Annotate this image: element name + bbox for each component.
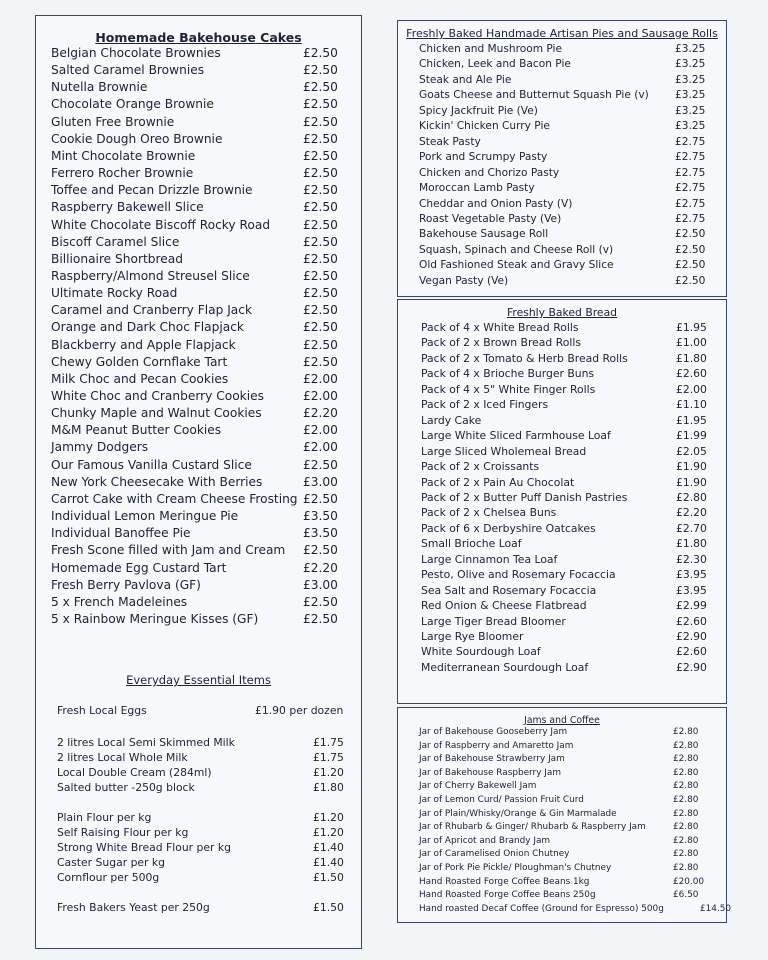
item-name: Individual Banoffee Pie (51, 526, 191, 541)
item-name: Caramel and Cranberry Flap Jack (51, 303, 253, 318)
item-price: £2.00 (303, 389, 338, 403)
item-price: £2.50 (675, 274, 706, 287)
item-price: £3.25 (675, 73, 706, 86)
item-price: £1.95 (676, 321, 707, 334)
pies-title: Freshly Baked Handmade Artisan Pies and Sausage Rolls (406, 27, 718, 40)
item-price: £2.80 (673, 822, 699, 833)
item-name: Bakehouse Sausage Roll (419, 228, 549, 241)
item-price: £2.50 (303, 337, 338, 352)
item-price: £2.80 (673, 808, 699, 819)
item-name: Moroccan Lamb Pasty (419, 182, 535, 195)
item-name: Chunky Maple and Walnut Cookies (51, 406, 262, 421)
item-price: £2.00 (303, 440, 338, 455)
item-name: 2 litres Local Whole Milk (57, 751, 188, 764)
item-name: Steak and Ale Pie (419, 73, 512, 86)
item-price: £1.75 (313, 751, 344, 764)
item-name: White Choc and Cranberry Cookies (51, 389, 264, 403)
item-name: Jar of Apricot and Brandy Jam (419, 835, 551, 846)
item-name: Chicken, Leek and Bacon Pie (419, 58, 571, 71)
item-name: Fresh Bakers Yeast per 250g (57, 901, 210, 914)
item-name: Plain Flour per kg (57, 811, 152, 824)
item-name: Blackberry and Apple Flapjack (51, 337, 236, 352)
item-price: £2.50 (303, 457, 338, 472)
item-name: Sea Salt and Rosemary Focaccia (421, 583, 597, 597)
item-name: Our Famous Vanilla Custard Slice (51, 457, 252, 472)
item-price: £3.95 (676, 583, 707, 597)
item-price: £1.80 (676, 351, 707, 365)
item-price: £3.50 (303, 526, 338, 541)
item-name: Raspberry Bakewell Slice (51, 200, 204, 215)
item-price: £2.00 (303, 423, 338, 438)
item-price: £1.90 (676, 460, 707, 474)
item-name: Large Sliced Wholemeal Bread (421, 444, 587, 458)
item-price: £2.20 (303, 560, 338, 575)
item-price: £1.90 (676, 475, 707, 489)
item-name: Gluten Free Brownie (51, 114, 175, 129)
item-name: Individual Lemon Meringue Pie (51, 509, 239, 524)
item-price: £2.80 (673, 795, 699, 805)
item-price: £2.50 (303, 183, 338, 198)
item-price: £2.50 (303, 166, 338, 181)
item-price: £2.60 (676, 614, 707, 628)
item-name: Roast Vegetable Pasty (Ve) (419, 212, 562, 225)
item-price: £20.00 (673, 876, 705, 887)
item-price: £1.90 per dozen (255, 704, 344, 717)
item-price: £1.20 (313, 811, 344, 824)
item-price: £1.80 (676, 537, 707, 551)
item-name: Hand Roasted Forge Coffee Beans 1kg (419, 876, 590, 887)
item-price: £2.50 (303, 286, 338, 301)
item-price: £3.00 (303, 474, 338, 489)
item-price: £2.50 (303, 46, 338, 60)
item-name: New York Cheesecake With Berries (51, 474, 263, 489)
item-price: £2.50 (675, 243, 706, 256)
item-name: Large White Sliced Farmhouse Loaf (421, 429, 611, 443)
item-price: £2.75 (675, 135, 706, 148)
item-name: Pack of 4 x White Bread Rolls (421, 321, 579, 334)
item-name: Jammy Dodgers (51, 440, 149, 455)
item-name: Jar of Bakehouse Raspberry Jam (419, 767, 561, 778)
item-name: Pack of 2 x Croissants (421, 460, 540, 474)
bread-section (397, 299, 727, 704)
item-name: Fresh Local Eggs (57, 704, 147, 717)
item-price: £3.25 (675, 89, 706, 102)
item-name: Pack of 2 x Tomato & Herb Bread Rolls (421, 351, 628, 365)
item-name: Hand roasted Decaf Coffee (Ground for Espresso) 500g (419, 903, 664, 914)
item-name: Goats Cheese and Butternut Squash Pie (v) (419, 89, 649, 102)
item-price: £2.75 (675, 197, 706, 210)
item-price: £2.50 (675, 228, 706, 241)
item-price: £2.05 (676, 444, 707, 458)
item-name: Pack of 2 x Brown Bread Rolls (421, 336, 581, 350)
item-price: £6.50 (673, 890, 699, 901)
item-name: Vegan Pasty (Ve) (419, 274, 509, 287)
item-price: £1.95 (676, 413, 707, 427)
item-price: £2.50 (303, 251, 338, 266)
item-price: £2.20 (676, 506, 707, 520)
pies-section (397, 20, 727, 297)
item-name: Jar of Plain/Whisky/Orange & Gin Marmalade (419, 808, 617, 819)
item-price: £2.20 (303, 406, 338, 421)
item-name: Self Raising Flour per kg (57, 826, 189, 839)
item-price: £3.95 (676, 568, 707, 582)
item-price: £2.50 (303, 320, 338, 335)
item-price: £14.50 (700, 903, 732, 914)
item-price: £2.50 (303, 594, 338, 609)
item-price: £2.50 (303, 200, 338, 215)
item-price: £2.60 (676, 645, 707, 659)
item-price: £2.75 (675, 151, 706, 164)
item-price: £2.50 (303, 268, 338, 283)
item-name: Spicy Jackfruit Pie (Ve) (419, 104, 538, 117)
item-name: Pack of 4 x 5" White Finger Rolls (421, 382, 596, 396)
item-price: £1.40 (313, 841, 344, 854)
item-price: £2.30 (676, 552, 707, 566)
item-price: £2.00 (303, 371, 338, 386)
item-name: 2 litres Local Semi Skimmed Milk (57, 736, 235, 749)
item-price: £1.10 (676, 398, 707, 412)
item-name: Jar of Cherry Bakewell Jam (419, 781, 537, 792)
item-price: £2.80 (676, 490, 707, 504)
item-name: Red Onion & Cheese Flatbread (421, 599, 587, 613)
item-price: £2.80 (673, 754, 699, 765)
item-price: £1.20 (313, 766, 344, 779)
item-name: Cookie Dough Oreo Brownie (51, 131, 223, 146)
item-name: White Sourdough Loaf (421, 645, 541, 659)
item-name: Belgian Chocolate Brownies (51, 46, 221, 60)
jams-section (397, 707, 732, 923)
item-price: £3.25 (675, 104, 706, 117)
essentials-title: Everyday Essential Items (126, 673, 271, 687)
item-name: Large Cinnamon Tea Loaf (421, 552, 558, 566)
item-price: £1.75 (313, 736, 344, 749)
item-name: Jar of Pork Pie Pickle/ Ploughman's Chutney (419, 863, 612, 873)
item-name: Toffee and Pecan Drizzle Brownie (51, 183, 253, 198)
item-price: £2.50 (303, 80, 338, 95)
item-name: Jar of Caramelised Onion Chutney (419, 849, 570, 860)
item-name: Pork and Scrumpy Pasty (419, 151, 548, 164)
item-name: Orange and Dark Choc Flapjack (51, 320, 244, 335)
item-price: £2.50 (303, 97, 338, 112)
item-price: £1.99 (676, 429, 707, 443)
item-name: Fresh Berry Pavlova (GF) (51, 577, 201, 592)
item-price: £1.20 (313, 826, 344, 839)
item-price: £2.80 (673, 727, 699, 737)
item-price: £2.50 (303, 491, 338, 506)
item-price: £2.75 (675, 212, 706, 225)
item-name: Large Rye Bloomer (421, 630, 524, 643)
item-price: £3.25 (675, 120, 706, 133)
item-name: Caster Sugar per kg (57, 856, 166, 869)
item-name: Carrot Cake with Cream Cheese Frosting (51, 491, 298, 506)
item-price: £2.80 (673, 767, 699, 778)
item-name: Steak Pasty (419, 135, 481, 148)
item-name: Biscoff Caramel Slice (51, 234, 180, 249)
item-name: Chicken and Chorizo Pasty (419, 166, 560, 179)
item-price: £2.75 (675, 182, 706, 195)
item-name: Pack of 2 x Butter Puff Danish Pastries (421, 490, 628, 504)
item-name: Large Tiger Bread Bloomer (421, 614, 566, 628)
item-price: £2.50 (303, 131, 338, 146)
item-name: Pack of 2 x Iced Fingers (421, 398, 549, 412)
item-price: £2.50 (303, 148, 338, 163)
item-price: £2.75 (675, 166, 706, 179)
item-name: Squash, Spinach and Cheese Roll (v) (419, 243, 614, 256)
item-name: Strong White Bread Flour per kg (57, 841, 232, 854)
item-name: Pack of 2 x Pain Au Chocolat (421, 475, 575, 489)
item-price: £3.25 (675, 58, 706, 71)
item-name: Pack of 6 x Derbyshire Oatcakes (421, 521, 596, 535)
item-price: £2.50 (303, 63, 338, 78)
item-price: £1.00 (676, 336, 707, 350)
item-name: Ferrero Rocher Brownie (51, 166, 194, 181)
item-name: Small Brioche Loaf (421, 537, 522, 551)
item-price: £2.50 (303, 543, 338, 558)
item-price: £2.80 (673, 781, 699, 792)
item-price: £2.90 (676, 630, 707, 643)
item-name: 5 x French Madeleines (51, 594, 188, 609)
item-name: Homemade Egg Custard Tart (51, 560, 227, 575)
item-name: Cheddar and Onion Pasty (V) (419, 197, 573, 210)
item-name: Mint Chocolate Brownie (51, 148, 196, 163)
item-price: £3.50 (303, 509, 338, 524)
item-price: £2.50 (303, 354, 338, 369)
item-price: £2.50 (303, 217, 338, 232)
item-price: £2.50 (303, 611, 338, 626)
item-name: Raspberry/Almond Streusel Slice (51, 268, 250, 283)
item-name: Cornflour per 500g (57, 871, 160, 884)
item-name: Jar of Raspberry and Amaretto Jam (419, 740, 574, 751)
item-name: Local Double Cream (284ml) (57, 766, 212, 779)
item-name: Pesto, Olive and Rosemary Focaccia (421, 568, 616, 582)
item-price: £2.50 (675, 259, 706, 272)
item-price: £1.80 (313, 781, 344, 794)
item-price: £1.40 (313, 856, 344, 869)
item-price: £2.99 (676, 599, 707, 613)
item-price: £2.80 (673, 740, 699, 751)
item-price: £2.00 (676, 382, 707, 396)
item-price: £1.50 (313, 871, 344, 884)
item-name: Jar of Lemon Curd/ Passion Fruit Curd (419, 795, 584, 805)
item-name: Jar of Bakehouse Gooseberry Jam (419, 727, 568, 737)
item-name: Ultimate Rocky Road (51, 286, 178, 301)
item-price: £2.60 (676, 367, 707, 381)
item-name: Chocolate Orange Brownie (51, 97, 214, 112)
item-name: Jar of Rhubarb & Ginger/ Rhubarb & Raspberry Jam (419, 822, 646, 833)
item-name: Chewy Golden Cornflake Tart (51, 354, 228, 369)
item-name: Pack of 2 x Chelsea Buns (421, 506, 557, 520)
item-price: £3.25 (675, 43, 706, 55)
bread-title: Freshly Baked Bread (506, 306, 618, 319)
item-name: Milk Choc and Pecan Cookies (51, 371, 229, 386)
item-name: Old Fashioned Steak and Gravy Slice (419, 259, 614, 272)
item-name: Salted butter -250g block (57, 781, 195, 794)
item-name: Nutella Brownie (51, 80, 148, 95)
item-name: Hand Roasted Forge Coffee Beans 250g (419, 890, 596, 901)
item-price: £2.80 (673, 849, 699, 860)
item-name: White Chocolate Biscoff Rocky Road (51, 217, 271, 232)
item-price: £2.50 (303, 114, 338, 129)
item-name: M&M Peanut Butter Cookies (51, 423, 222, 438)
left-menu-panel (35, 15, 362, 949)
item-price: £2.80 (673, 835, 699, 846)
item-price: £2.90 (676, 660, 707, 674)
item-name: Pack of 4 x Brioche Burger Buns (421, 367, 595, 381)
item-name: Jar of Bakehouse Strawberry Jam (419, 754, 565, 765)
item-price: £2.80 (673, 863, 699, 873)
item-name: Kickin' Chicken Curry Pie (419, 120, 550, 133)
item-name: Billionaire Shortbread (51, 251, 183, 266)
jams-title: Jams and Coffee (524, 715, 600, 726)
item-price: £2.70 (676, 521, 707, 535)
item-name: Fresh Scone filled with Jam and Cream (51, 543, 286, 558)
item-name: Chicken and Mushroom Pie (419, 43, 563, 55)
item-name: Lardy Cake (421, 413, 482, 427)
cakes-title: Homemade Bakehouse Cakes (95, 30, 302, 45)
item-price: £2.50 (303, 303, 338, 318)
item-price: £2.50 (303, 234, 338, 249)
item-name: Salted Caramel Brownies (51, 63, 205, 78)
item-price: £3.00 (303, 577, 338, 592)
item-price: £1.50 (313, 901, 344, 914)
item-name: Mediterranean Sourdough Loaf (421, 660, 589, 674)
item-name: 5 x Rainbow Meringue Kisses (GF) (51, 611, 259, 626)
